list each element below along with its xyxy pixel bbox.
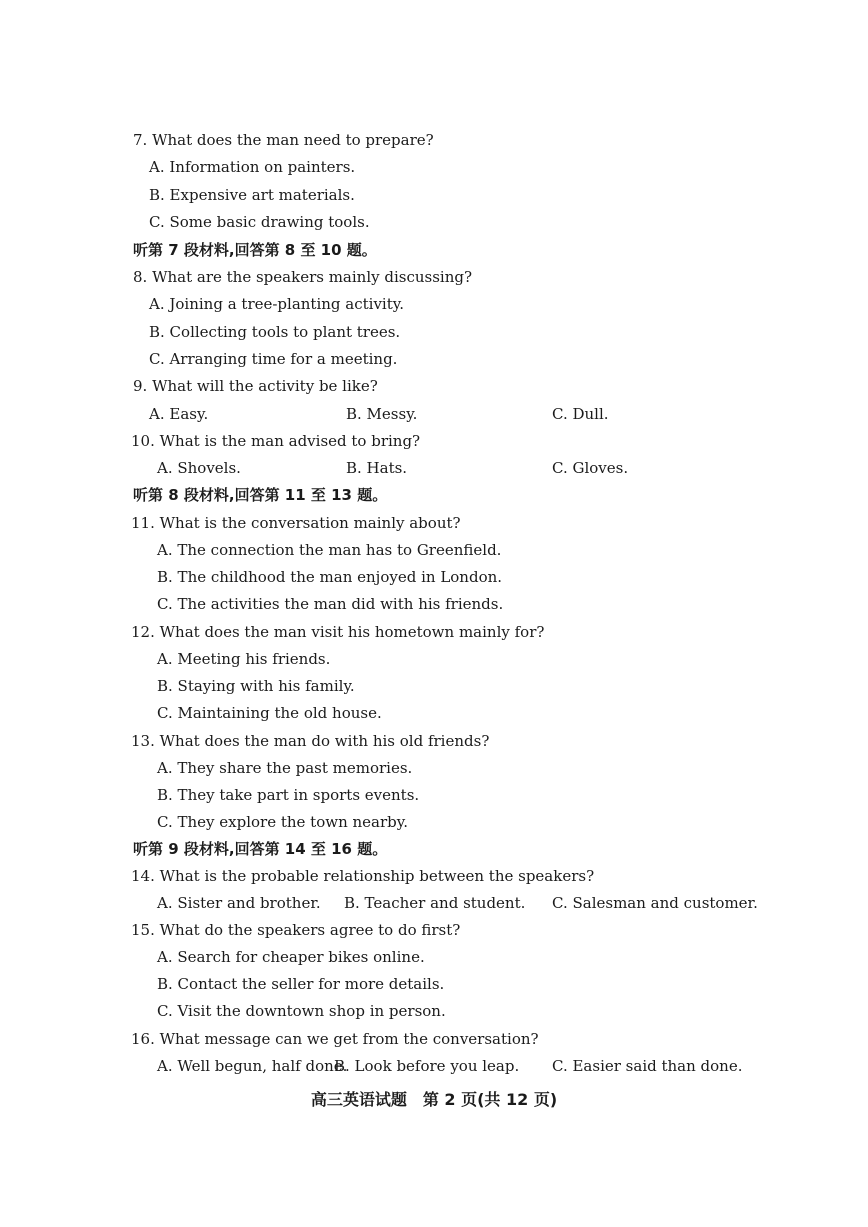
q16-option-b: B. Look before you leap.	[334, 1057, 520, 1075]
q11-option-b: B. The childhood the man enjoyed in London.	[157, 568, 503, 586]
q9-option-a: A. Easy.	[149, 405, 209, 423]
q13-option-b: B. They take part in sports events.	[157, 786, 420, 804]
section-8-heading: 听第 8 段材料,回答第 11 至 13 题。	[133, 486, 388, 504]
q12-option-b: B. Staying with his family.	[157, 677, 355, 695]
question-8: 8. What are the speakers mainly discussing?	[133, 268, 473, 286]
q15-option-a: A. Search for cheaper bikes online.	[157, 948, 425, 966]
q7-option-c: C. Some basic drawing tools.	[149, 213, 370, 231]
q11-option-c: C. The activities the man did with his friends.	[157, 595, 504, 613]
exam-title: 高三英语试题	[310, 1090, 407, 1109]
q8-option-b: B. Collecting tools to plant trees.	[149, 323, 401, 341]
q10-option-b: B. Hats.	[346, 459, 408, 477]
q8-option-a: A. Joining a tree-planting activity.	[149, 295, 405, 313]
question-15: 15. What do the speakers agree to do first?	[131, 921, 461, 939]
q14-option-b: B. Teacher and student.	[344, 894, 526, 912]
question-13: 13. What does the man do with his old friends?	[131, 732, 490, 750]
q10-option-c: C. Gloves.	[552, 459, 629, 477]
q10-option-a: A. Shovels.	[157, 459, 241, 477]
q14-option-c: C. Salesman and customer.	[552, 894, 758, 912]
q13-option-a: A. They share the past memories.	[157, 759, 413, 777]
section-9-heading: 听第 9 段材料,回答第 14 至 16 题。	[133, 840, 388, 858]
q11-option-a: A. The connection the man has to Greenfield.	[157, 541, 502, 559]
q7-option-a: A. Information on painters.	[149, 158, 356, 176]
question-7: 7. What does the man need to prepare?	[133, 131, 434, 149]
q7-option-b: B. Expensive art materials.	[149, 186, 355, 204]
question-12: 12. What does the man visit his hometown mainly for?	[131, 623, 545, 641]
page-number: 第 2 页(共 12 页)	[422, 1090, 558, 1109]
q15-option-b: B. Contact the seller for more details.	[157, 975, 445, 993]
question-14: 14. What is the probable relationship between the speakers?	[131, 867, 595, 885]
q16-option-c: C. Easier said than done.	[552, 1057, 743, 1075]
q15-option-c: C. Visit the downtown shop in person.	[157, 1002, 446, 1020]
question-9: 9. What will the activity be like?	[133, 377, 378, 395]
section-7-heading: 听第 7 段材料,回答第 8 至 10 题。	[133, 241, 377, 259]
q16-option-a: A. Well begun, half done.	[157, 1057, 348, 1075]
q14-option-a: A. Sister and brother.	[157, 894, 321, 912]
question-10: 10. What is the man advised to bring?	[131, 432, 421, 450]
q12-option-a: A. Meeting his friends.	[157, 650, 331, 668]
q9-option-c: C. Dull.	[552, 405, 609, 423]
q13-option-c: C. They explore the town nearby.	[157, 813, 409, 831]
q8-option-c: C. Arranging time for a meeting.	[149, 350, 398, 368]
page-footer	[0, 1089, 868, 1111]
question-16: 16. What message can we get from the conversation?	[131, 1030, 539, 1048]
q12-option-c: C. Maintaining the old house.	[157, 704, 382, 722]
question-11: 11. What is the conversation mainly about?	[131, 514, 461, 532]
q9-option-b: B. Messy.	[346, 405, 418, 423]
